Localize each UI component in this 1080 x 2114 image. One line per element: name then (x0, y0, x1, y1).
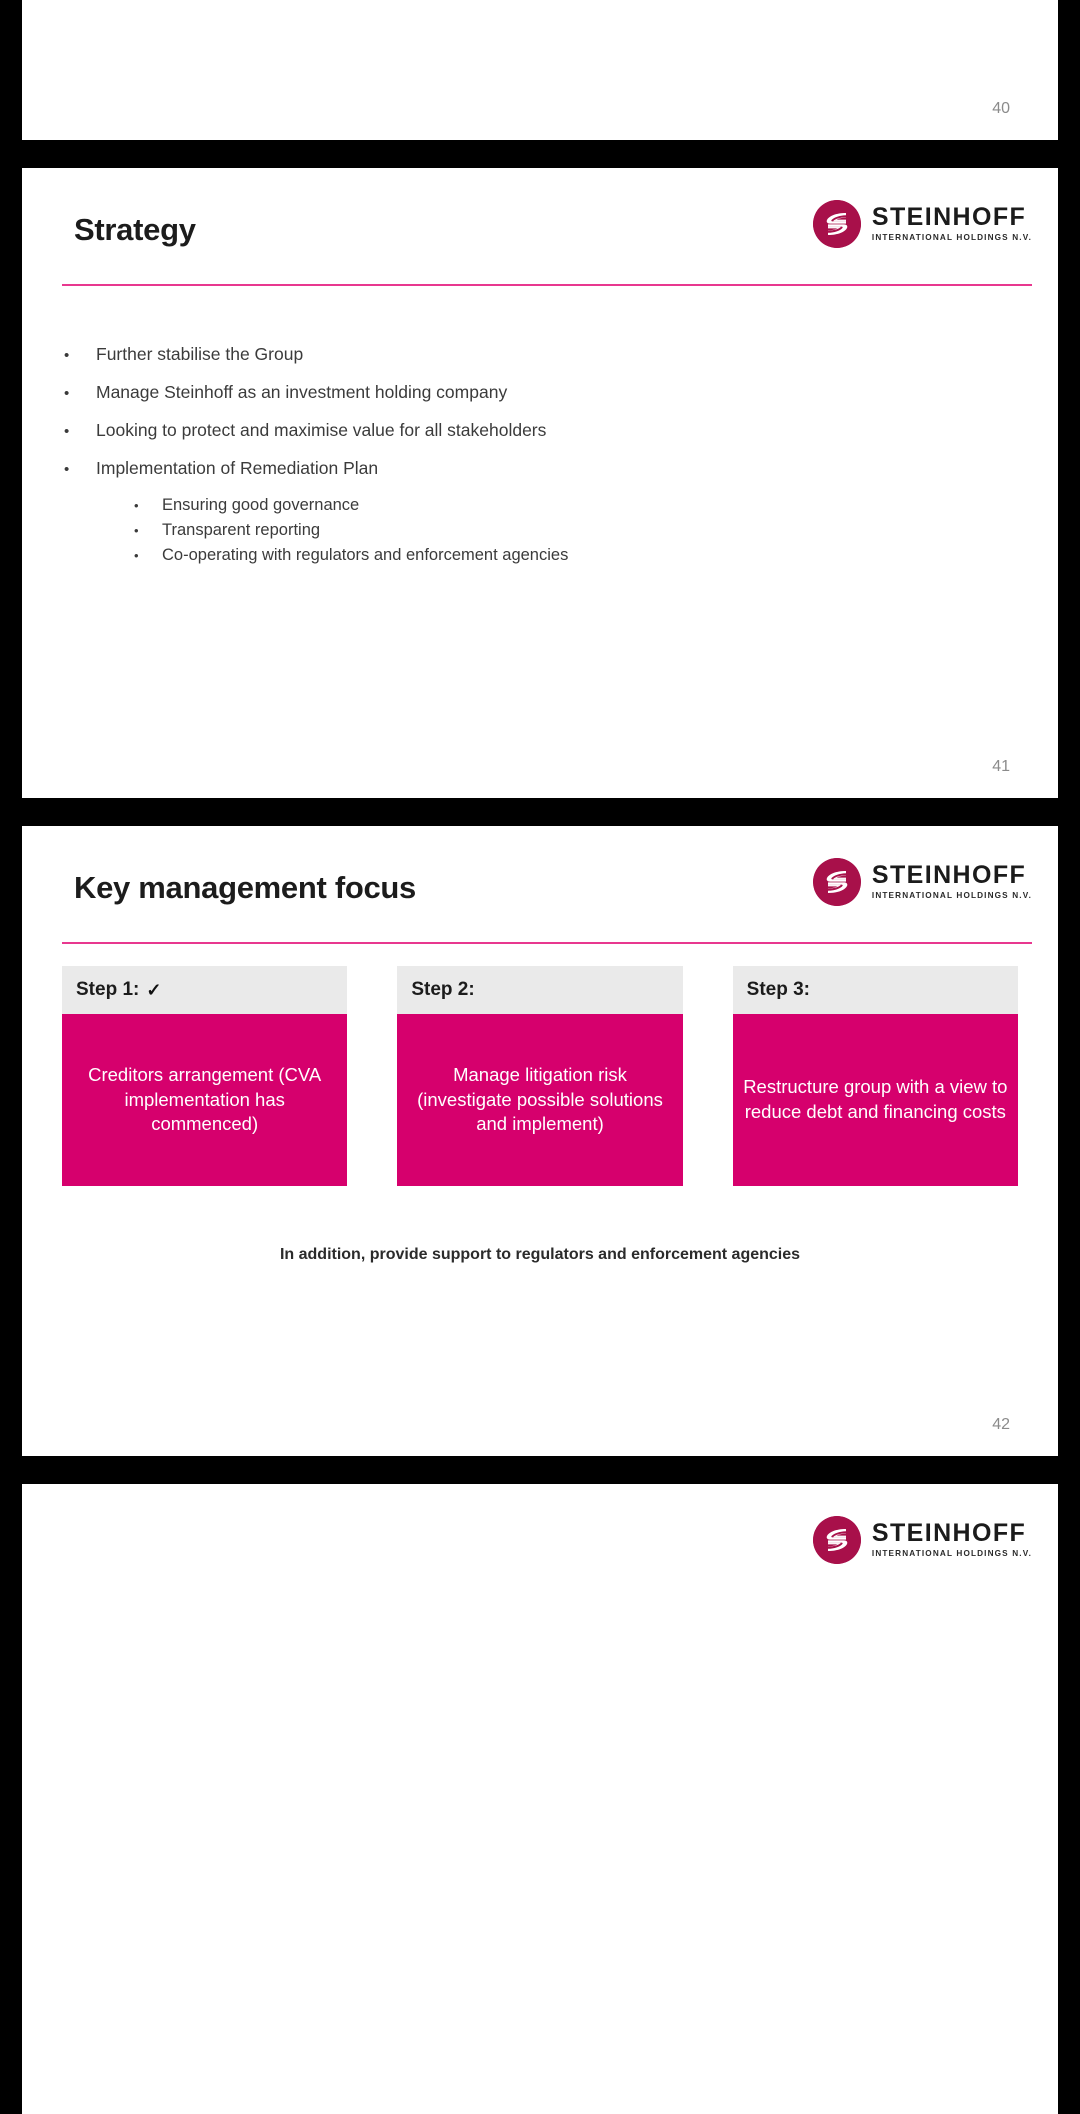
slide-page-42 (22, 826, 1058, 1456)
steinhoff-logo (813, 858, 1032, 906)
step-card-3-header (733, 966, 1018, 1014)
logo-subtitle: INTERNATIONAL HOLDINGS N.V. (871, 891, 1032, 901)
logo-name: STEINHOFF (871, 203, 1027, 232)
page-title: Strategy (74, 212, 196, 247)
step-card-2-body (397, 1014, 682, 1186)
page-number-41: 41 (992, 758, 1010, 775)
steinhoff-logo-mark-icon (813, 1516, 861, 1564)
bullet-dot-icon: • (134, 498, 139, 513)
slide-header (22, 168, 1058, 280)
bullet-dot-icon: • (134, 522, 139, 538)
logo-subtitle: INTERNATIONAL HOLDINGS N.V. (871, 1549, 1032, 1559)
step-card-1-text: Creditors arrangement (CVA implementation has commenced) (88, 1064, 322, 1135)
list-item-label: Manage Steinhoff as an investment holding company (96, 382, 508, 402)
slide-page-40 (22, 0, 1058, 140)
page-number-40: 40 (992, 100, 1010, 117)
list-item-label: Looking to protect and maximise value for all stakeholders (96, 420, 547, 440)
step-card-2-label: Step 2: (411, 979, 475, 1000)
steinhoff-logo (813, 1516, 1032, 1564)
steinhoff-logo (813, 200, 1032, 248)
bullet-dot-icon: • (64, 385, 70, 402)
steinhoff-logo-mark-icon (813, 858, 861, 906)
slide-header (22, 1484, 1058, 1596)
list-item (134, 496, 1018, 516)
list-item (64, 420, 1018, 441)
title-divider (62, 284, 1032, 286)
logo-subtitle: INTERNATIONAL HOLDINGS N.V. (871, 233, 1032, 243)
step-card-2 (397, 966, 682, 1186)
step-card-1 (62, 966, 347, 1186)
step-card-3-body (733, 1014, 1018, 1186)
list-item (134, 521, 1018, 541)
step-card-1-label: Step 1: (76, 979, 140, 1000)
step-card-3-label: Step 3: (746, 979, 811, 1000)
page-number-42: 42 (992, 1416, 1010, 1433)
slide-page-43 (22, 1484, 1058, 2114)
logo-wordmark (872, 1521, 1032, 1558)
step-card-3 (733, 966, 1018, 1186)
bullet-dot-icon: • (64, 347, 70, 364)
list-item-label: Further stabilise the Group (96, 344, 304, 364)
step-card-1-body (62, 1014, 347, 1186)
bullet-dot-icon: • (134, 547, 139, 563)
list-item (134, 546, 1018, 566)
list-item (64, 344, 1018, 365)
step-card-1-header (62, 966, 347, 1014)
logo-name: STEINHOFF (871, 861, 1027, 890)
page-title: Key management focus (74, 870, 416, 905)
list-item-label: Ensuring good governance (162, 496, 360, 514)
slide-page-41 (22, 168, 1058, 798)
logo-name: STEINHOFF (871, 1519, 1027, 1548)
list-item-label: Implementation of Remediation Plan (96, 458, 379, 478)
list-item (64, 382, 1018, 403)
slide-header (22, 826, 1058, 938)
step-card-group (62, 966, 1018, 1186)
list-item-label: Transparent reporting (162, 520, 321, 539)
title-divider (62, 942, 1032, 944)
addendum-note: In addition, provide support to regulators and enforcement agencies (279, 1246, 801, 1263)
list-item-label: Co-operating with regulators and enforcement agencies (162, 545, 569, 564)
step-card-2-header (397, 966, 682, 1014)
checkmark-icon: ✓ (146, 980, 162, 1000)
step-card-2-text: Manage litigation risk (investigate possible solutions and implement) (417, 1064, 663, 1135)
logo-wordmark (872, 863, 1032, 900)
bullet-dot-icon: • (64, 461, 70, 478)
bullet-list (64, 344, 1018, 570)
list-item (64, 458, 1018, 479)
bullet-dot-icon: • (64, 423, 70, 440)
logo-wordmark (872, 205, 1032, 242)
steinhoff-logo-mark-icon (813, 200, 861, 248)
step-card-3-text: Restructure group with a view to reduce debt and financing costs (743, 1076, 1008, 1122)
